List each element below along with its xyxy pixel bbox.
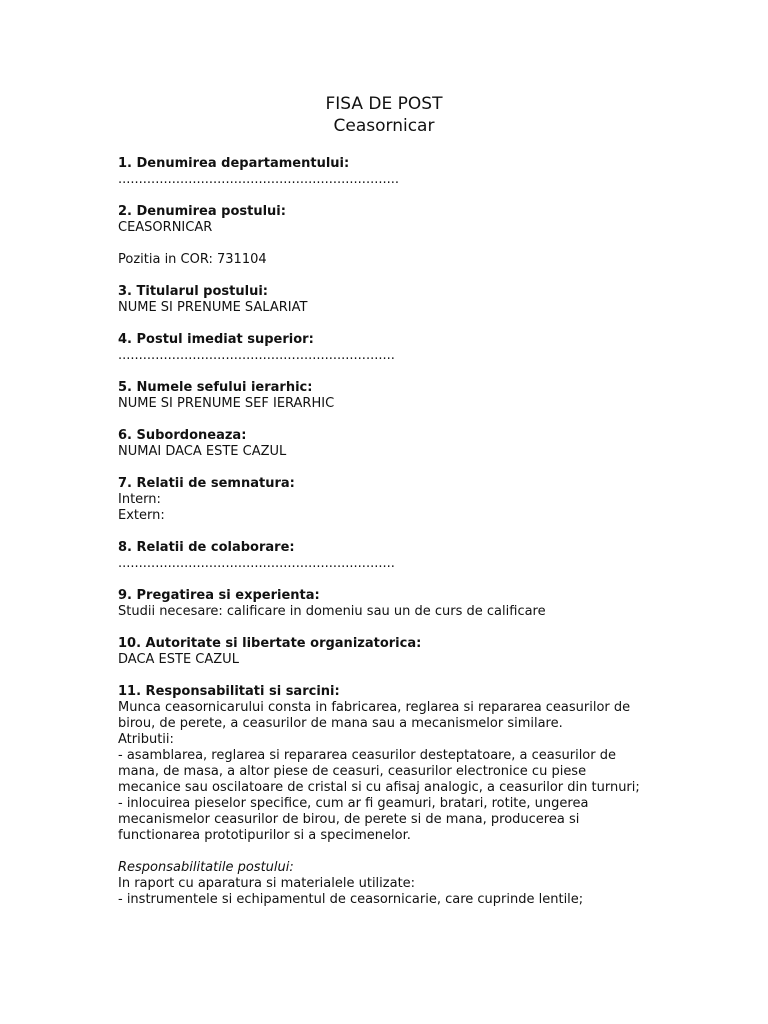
section-heading: 5. Numele sefului ierarhic: [118, 380, 313, 395]
section-value: NUME SI PRENUME SALARIAT [118, 300, 308, 315]
section-value: DACA ESTE CAZUL [118, 652, 239, 667]
dotted-placeholder: ................................................................... [118, 556, 395, 571]
document-title: FISA DE POST [325, 94, 443, 114]
section-value: NUMAI DACA ESTE CAZUL [118, 444, 287, 459]
relatii-extern: Extern: [118, 508, 165, 523]
atributii-label: Atributii: [118, 732, 174, 747]
section-titular [118, 284, 648, 316]
section-denumire-post [118, 204, 648, 236]
section-subordoneaza [118, 428, 648, 460]
section-heading: 6. Subordoneaza: [118, 428, 247, 443]
section-heading: 10. Autoritate si libertate organizatorica: [118, 636, 422, 651]
paragraph: Munca ceasornicarului consta in fabricarea, reglarea si repararea ceasurilor de birou, de perete, a ceasurilor de mana sau a mecanismelor similare. [118, 700, 631, 731]
section-cor [118, 252, 648, 268]
list-item: - instrumentele si echipamentul de ceasornicarie, care cuprinde lentile; [118, 892, 584, 907]
section-value: CEASORNICAR [118, 220, 213, 235]
section-heading: 7. Relatii de semnatura: [118, 476, 295, 491]
section-relatii-semnatura [118, 476, 648, 524]
section-autoritate [118, 636, 648, 668]
dotted-placeholder: ................................................................... [118, 348, 395, 363]
section-value: Studii necesare: calificare in domeniu sau un de curs de calificare [118, 604, 546, 619]
section-heading: 2. Denumirea postului: [118, 204, 286, 219]
subsection-heading: Responsabilitatile postului: [118, 860, 294, 875]
relatii-intern: Intern: [118, 492, 161, 507]
section-value: NUME SI PRENUME SEF IERARHIC [118, 396, 335, 411]
dotted-placeholder: .................................................................... [118, 172, 399, 187]
paragraph: In raport cu aparatura si materialele utilizate: [118, 876, 416, 891]
section-heading: 8. Relatii de colaborare: [118, 540, 295, 555]
section-heading: 4. Postul imediat superior: [118, 332, 314, 347]
section-heading: 1. Denumirea departamentului: [118, 156, 350, 171]
list-item: - inlocuirea pieselor specifice, cum ar fi geamuri, bratari, rotite, ungerea mecanismelor ceasurilor de birou, de perete si de mana, producerea si functionarea prototipurilor si a specimenelor. [118, 796, 589, 843]
section-responsabilitati [118, 684, 648, 844]
section-responsabilitatile-postului [118, 860, 648, 908]
section-departament [118, 156, 648, 188]
section-relatii-colaborare [118, 540, 648, 572]
cor-code: Pozitia in COR: 731104 [118, 252, 267, 267]
section-sef-ierarhic [118, 380, 648, 412]
section-heading: 9. Pregatirea si experienta: [118, 588, 320, 603]
document-content [118, 156, 648, 924]
section-heading: 3. Titularul postului: [118, 284, 268, 299]
section-post-superior [118, 332, 648, 364]
list-item: - asamblarea, reglarea si repararea ceasurilor desteptatoare, a ceasurilor de mana, de masa, a altor piese de ceasuri, ceasurilor electronice cu piese mecanice sau oscilatoare de cristal si cu afisaj analogic, a ceasurilor din turnuri; [118, 748, 640, 795]
section-heading: 11. Responsabilitati si sarcini: [118, 684, 340, 699]
document-subtitle: Ceasornicar [333, 116, 435, 136]
section-pregatire [118, 588, 648, 620]
title-block [0, 93, 768, 137]
